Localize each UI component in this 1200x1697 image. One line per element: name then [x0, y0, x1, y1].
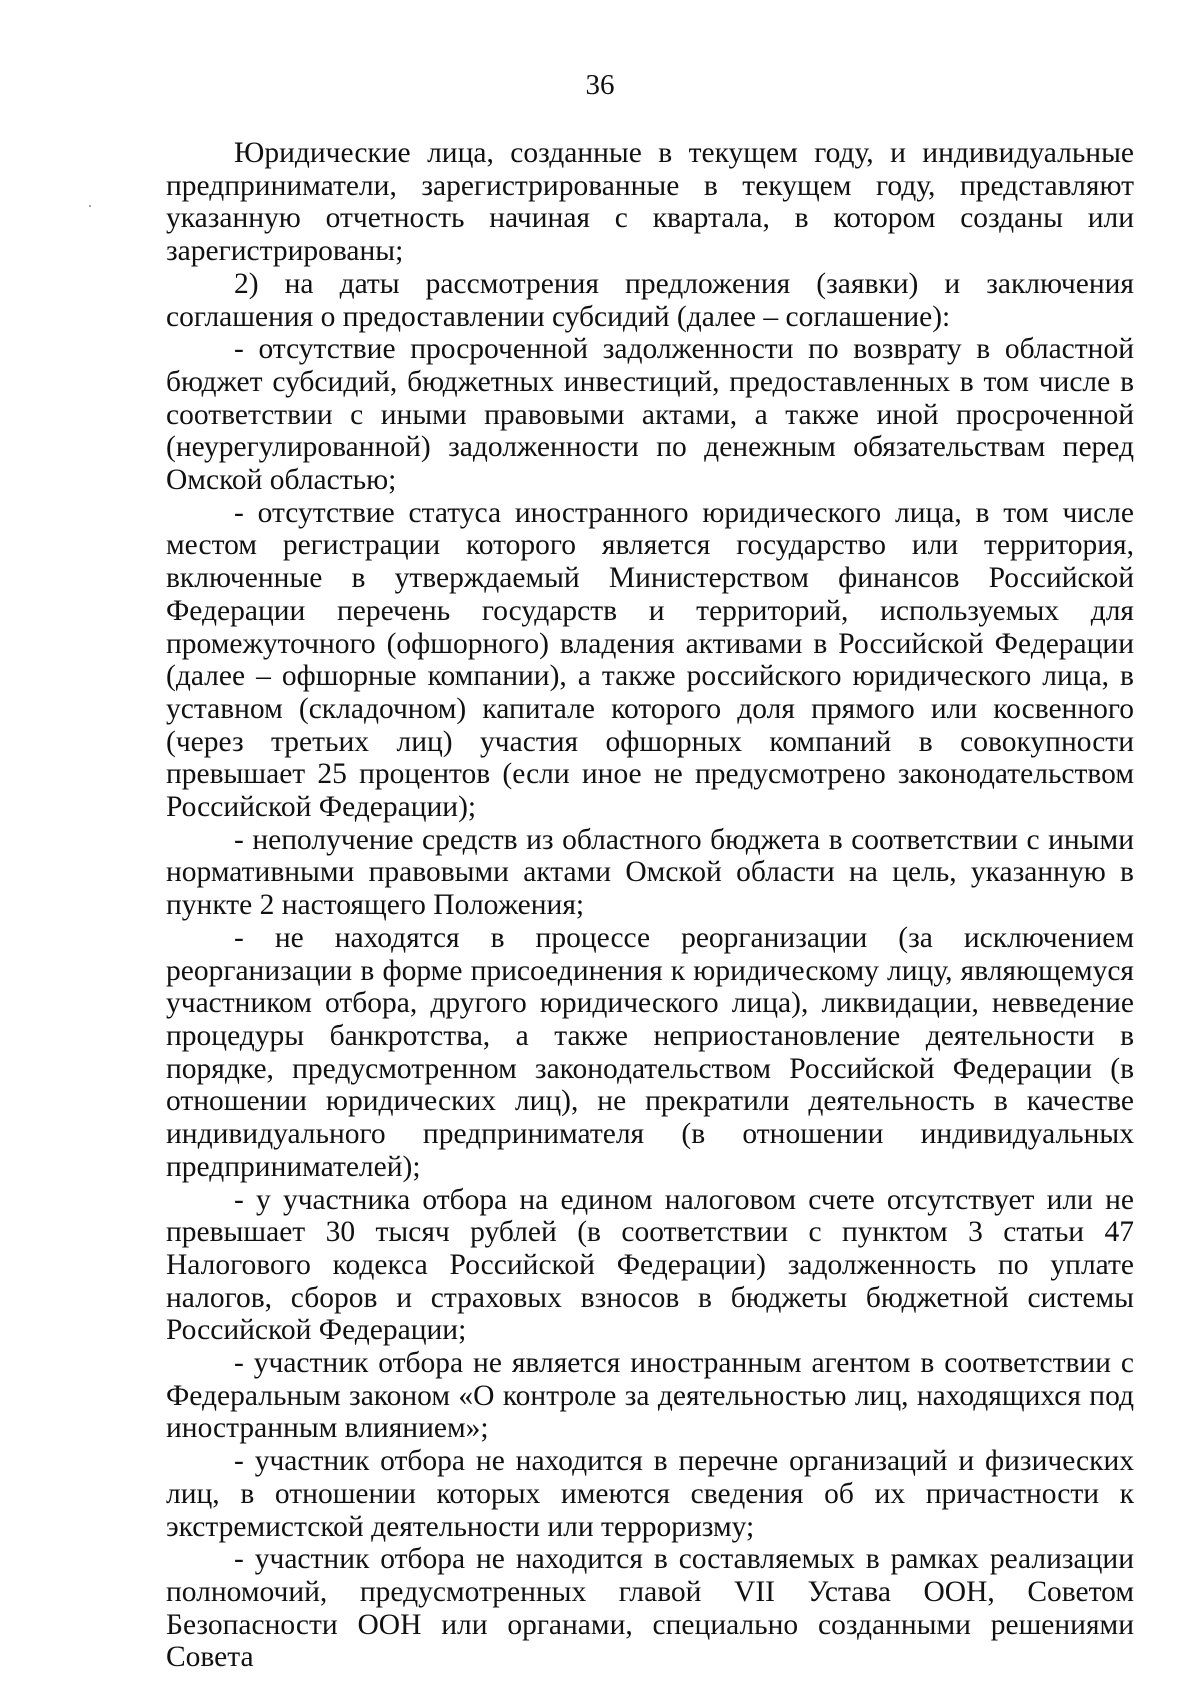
- paragraph-not-extremist-list: - участник отбора не находится в перечне организаций и физических лиц, в отношении которых имеются сведения об их причастности к экстремистской деятельности или терроризму;: [166, 1445, 1134, 1543]
- scan-speck: [89, 205, 91, 207]
- paragraph-tax-debt: - у участника отбора на едином налоговом счете отсутствует или не превышает 30 тысяч рублей (в соответствии с пунктом 3 статьи 47 Налогового кодекса Российской Федерации) задолженность по уплате налогов, сборов и страховых взносов в бюджеты бюджетной системы Российской Федерации;: [166, 1183, 1134, 1347]
- paragraph-item-2-dates: 2) на даты рассмотрения предложения (заявки) и заключения соглашения о предоставлении субсидий (далее – соглашение):: [166, 267, 1134, 333]
- paragraph-no-foreign-status: - отсутствие статуса иностранного юридического лица, в том числе местом регистрации которого является государство или территория, включенные в утверждаемый Министерством финансов Российской Федерации перечень государств и территорий, используемых для промежуточного (офшорного) владения активами в Российской Федерации (далее – офшорные компании), а также российского юридического лица, в уставном (складочном) капитале которого доля прямого или косвенного (через третьих лиц) участия офшорных компаний в совокупности превышает 25 процентов (если иное не предусмотрено законодательством Российской Федерации);: [166, 496, 1134, 824]
- paragraph-no-overdue-debt: - отсутствие просроченной задолженности по возврату в областной бюджет субсидий, бюджетных инвестиций, предоставленных в том числе в соответствии с иными правовыми актами, а также иной просроченной (неурегулированной) задолженности по денежным обязательствам перед Омской областью;: [166, 333, 1134, 497]
- paragraph-legal-entities-reporting: Юридические лица, созданные в текущем году, и индивидуальные предприниматели, зарегистрированные в текущем году, представляют указанную отчетность начиная с квартала, в котором созданы или зарегистрированы;: [166, 137, 1134, 268]
- document-body: [166, 137, 1134, 1674]
- paragraph-no-other-funds: - неполучение средств из областного бюджета в соответствии с иными нормативными правовыми актами Омской области на цель, указанную в пункте 2 настоящего Положения;: [166, 823, 1134, 922]
- paragraph-not-un-sanctions: - участник отбора не находится в составляемых в рамках реализации полномочий, предусмотренных главой VII Устава ООН, Советом Безопасности ООН или органами, специально созданными решениями Совета: [166, 1543, 1134, 1674]
- paragraph-not-foreign-agent: - участник отбора не является иностранным агентом в соответствии с Федеральным законом «О контроле за деятельностью лиц, находящихся под иностранным влиянием»;: [166, 1347, 1134, 1445]
- paragraph-no-reorganization: - не находятся в процессе реорганизации (за исключением реорганизации в форме присоединения к юридическому лицу, являющемуся участником отбора, другого юридического лица), ликвидации, невведение процедуры банкротства, а также неприостановление деятельности в порядке, предусмотренном законодательством Российской Федерации (в отношении юридических лиц), не прекратили деятельность в качестве индивидуального предпринимателя (в отношении индивидуальных предпринимателей);: [166, 921, 1134, 1183]
- page-number: 36: [585, 69, 615, 101]
